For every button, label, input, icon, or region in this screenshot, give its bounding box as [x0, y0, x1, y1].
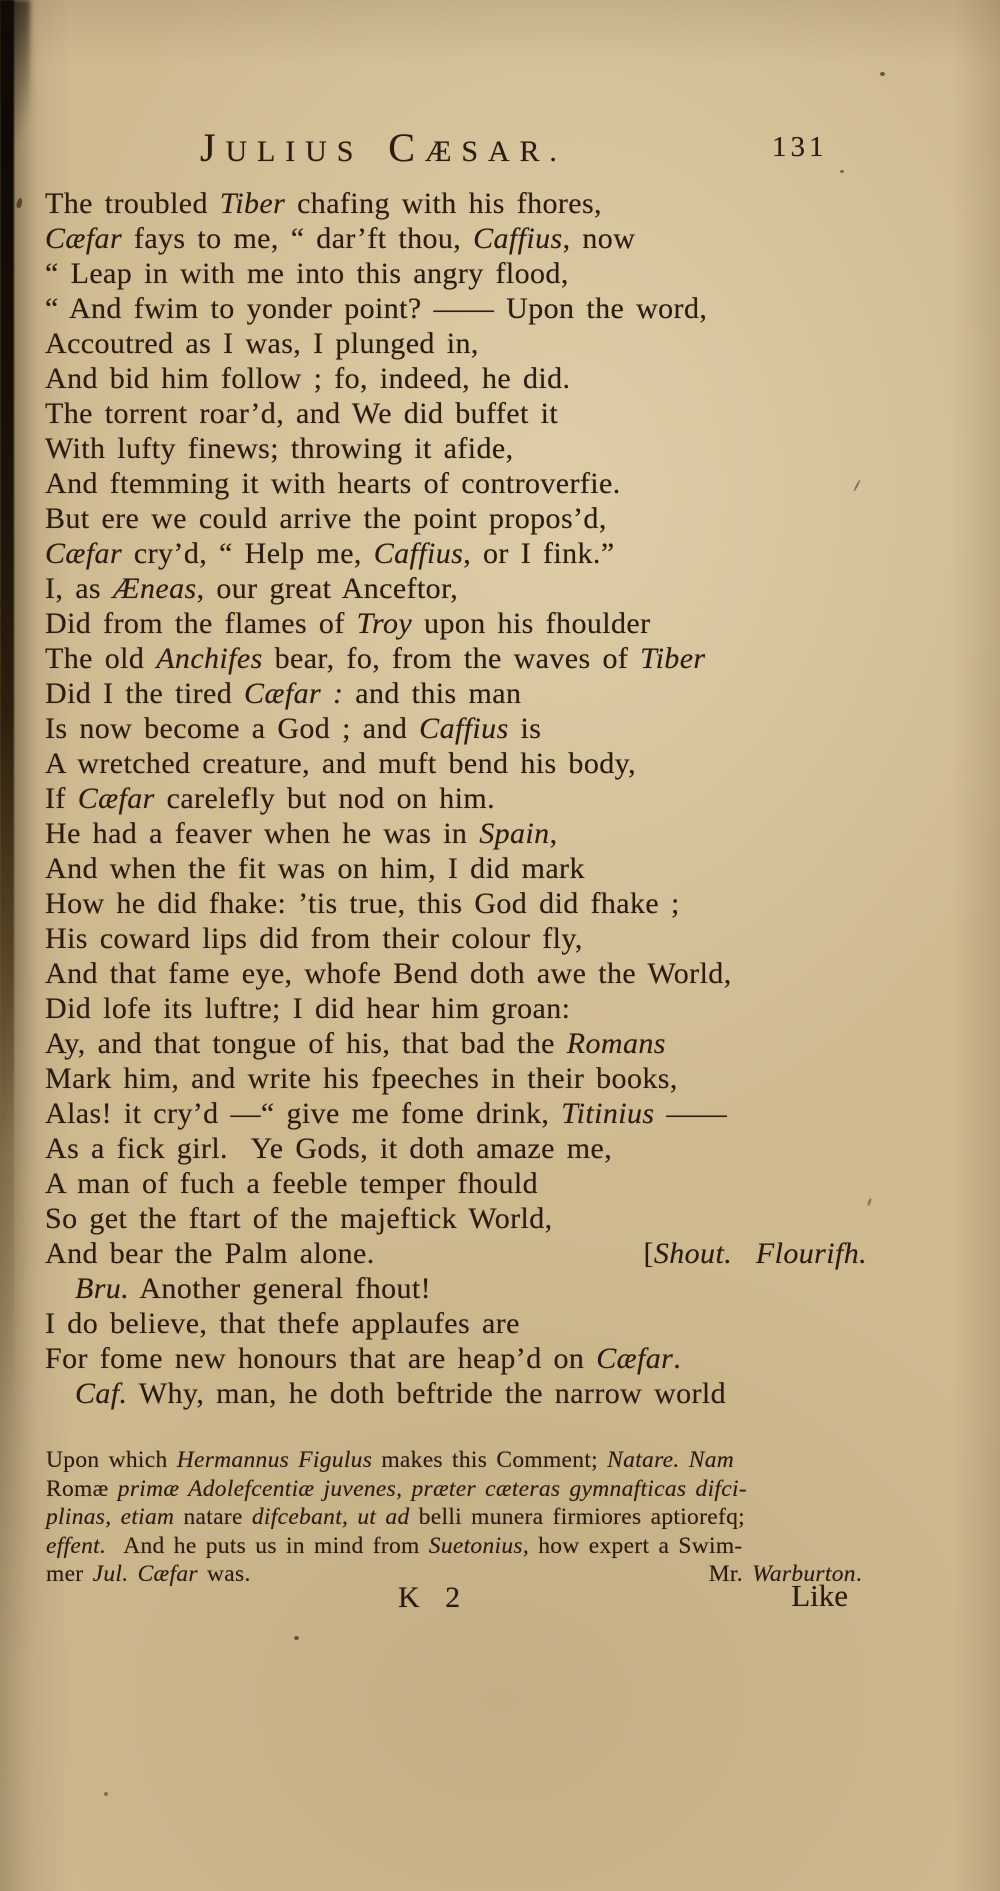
italic-text: plinas, etiam [46, 1504, 184, 1530]
italic-text: Romans [566, 1027, 666, 1060]
text-run: A man of fuch a feeble temper fhould [45, 1167, 539, 1200]
footnote [46, 1446, 862, 1589]
text-run: natare [183, 1504, 252, 1530]
text-run: , how expert a Swim- [522, 1532, 743, 1559]
italic-text: primæ Adolefcentiæ juvenes, præter cæteras gymnafticas difci- [117, 1475, 747, 1502]
text-run: I do believe, that thefe applaufes are [45, 1307, 520, 1340]
verse-line [45, 1166, 867, 1201]
text-run: Why, man, he doth beftride the narrow world [127, 1377, 727, 1410]
verse-line [45, 781, 867, 816]
verse-line [45, 1026, 867, 1061]
text-run: Another general fhout! [129, 1272, 432, 1305]
italic-text: Caffius [473, 222, 563, 255]
text-run: is [508, 712, 542, 745]
italic-text: Suetonius [428, 1532, 523, 1559]
italic-text: Caffius [373, 537, 464, 570]
italic-text: Hermannus Figulus [176, 1447, 373, 1473]
text-run: J [200, 125, 226, 170]
text-run: And ftemming it with hearts of controverfie. [45, 467, 621, 500]
text-run: —— [654, 1097, 728, 1130]
text-run: [ [643, 1237, 654, 1270]
italic-text: Troy [356, 607, 413, 640]
text-run: And bear the Palm alone. [45, 1237, 375, 1270]
verse-line [45, 431, 867, 466]
text-run: With lufty finews; throwing it afide, [45, 432, 514, 465]
text-run: If [45, 782, 78, 815]
text-run: “ And fwim to yonder point? —— Upon the word, [45, 292, 708, 325]
ink-speck [840, 170, 844, 173]
signature-mark: K 2 [398, 1581, 470, 1614]
verse-line [45, 186, 867, 221]
text-run: , or I fink.” [463, 537, 615, 570]
text-run: Did from the flames of [45, 607, 357, 640]
verse-line [45, 1061, 867, 1096]
text-run: ÆSAR. [424, 135, 567, 168]
text-run: chafing with his fhores, [285, 187, 602, 220]
text-run: Upon which [46, 1447, 177, 1473]
verse-line [45, 396, 867, 431]
text-run: Is now become a God ; and [45, 712, 420, 745]
text-run: and this man [343, 677, 522, 710]
text-run: I, as [45, 572, 113, 605]
text-run: “ Leap in with me into this angry flood, [45, 257, 569, 290]
verse-line [45, 676, 867, 711]
verse-line [45, 326, 867, 361]
italic-text: Tiber [640, 642, 706, 675]
italic-text: Jul. Cæfar [92, 1561, 198, 1587]
verse-line [45, 746, 867, 781]
text-run: Did I the tired [45, 677, 245, 710]
verse-line [45, 921, 867, 956]
verse-line [45, 1096, 867, 1131]
verse-line [45, 1341, 867, 1376]
verse-line [45, 1306, 867, 1341]
text-run: And bid him follow ; fo, indeed, he did. [45, 362, 571, 395]
verse-line [45, 221, 867, 256]
verse-line [45, 361, 867, 396]
verse-line [45, 571, 867, 606]
verse-line [45, 886, 867, 921]
italic-text: effent. [46, 1532, 107, 1559]
running-title [200, 124, 567, 171]
italic-text: Natare. Nam [607, 1447, 735, 1473]
text-run: . [855, 1561, 862, 1587]
verse-line [45, 606, 867, 641]
text-run: And he puts us in mind from [106, 1532, 429, 1559]
text-run: Romæ [46, 1475, 118, 1502]
italic-text: Cæfar : [244, 677, 344, 710]
page-number: 131 [772, 131, 828, 163]
verse-line [45, 956, 867, 991]
verse-line [45, 536, 867, 571]
italic-text: Caf. [75, 1377, 128, 1410]
book-binding-edge [0, 0, 14, 1470]
italic-text: Titinius [561, 1097, 655, 1130]
italic-text: Cæfar [77, 782, 155, 815]
verse-line [45, 851, 867, 886]
text-run: But ere we could arrive the point propos’d, [45, 502, 607, 535]
scan-corner-shadow [0, 0, 30, 170]
text-run: fays to me, “ dar’ft thou, [122, 222, 474, 255]
text-run: Accoutred as I was, I plunged in, [45, 327, 479, 360]
italic-text: Bru. [75, 1272, 130, 1305]
text-run: , now [562, 222, 636, 255]
text-run: makes this Comment; [372, 1447, 608, 1473]
text-run: Ay, and that tongue of his, that bad the [45, 1027, 567, 1060]
footnote-line [46, 1503, 862, 1532]
text-run: was. [197, 1561, 251, 1587]
italic-text: Spain [479, 817, 550, 850]
footnote-line [46, 1446, 862, 1475]
verse-line [45, 256, 867, 291]
text-run: Alas! it cry’d —“ give me fome drink, [45, 1097, 562, 1130]
stage-direction [643, 1236, 867, 1271]
text-run: And that fame eye, whofe Bend doth awe the World, [45, 957, 732, 990]
italic-text: Tiber [219, 187, 286, 220]
italic-text: Cæfar [45, 537, 123, 570]
text-run: As a fick girl. Ye Gods, it doth amaze me, [45, 1132, 613, 1165]
italic-text: Cæfar [596, 1342, 674, 1375]
text-run: Mr. [708, 1561, 753, 1587]
text-run: For fome new honours that are heap’d on [45, 1342, 597, 1375]
text-run: , our great Anceftor, [196, 572, 459, 605]
verse-line [45, 1271, 867, 1306]
text-run: A wretched creature, and muft bend his body, [45, 747, 636, 780]
ink-speck [867, 1198, 873, 1207]
footnote-line [46, 1475, 862, 1504]
catchword: Like [791, 1578, 848, 1613]
verse-line [45, 816, 867, 851]
text-run: The torrent roar’d, and We did buffet it [45, 397, 559, 430]
text-run: So get the ftart of the majeftick World, [45, 1202, 553, 1235]
italic-text: Anchifes [156, 642, 263, 675]
ink-speck [104, 1792, 108, 1796]
verse-line [45, 991, 867, 1026]
text-run: cry’d, “ Help me, [122, 537, 374, 570]
verse-line [45, 291, 867, 326]
italic-text: Shout. Flourifh. [653, 1237, 867, 1270]
text-run: Did lofe its luftre; I did hear him groan: [45, 992, 571, 1025]
italic-text: Warburton [752, 1561, 856, 1587]
verse-line [45, 501, 867, 536]
text-run: And when the fit was on him, I did mark [45, 852, 585, 885]
ink-speck [294, 1636, 299, 1640]
text-run: bear, fo, from the waves of [262, 642, 641, 675]
verse-line [45, 641, 867, 676]
italic-text: Caffius [419, 712, 509, 745]
text-run: mer [46, 1561, 93, 1587]
verse-line [45, 466, 867, 501]
italic-text: difcebant, ut ad [251, 1504, 419, 1530]
text-run: carelefly but nod on him. [154, 782, 496, 815]
footnote-line [46, 1532, 862, 1561]
text-run: How he did fhake: ’tis true, this God did fhake ; [45, 887, 680, 920]
text-run: ULIUS [225, 135, 389, 168]
text-run: The troubled [45, 187, 220, 220]
text-run: upon his fhoulder [412, 607, 651, 640]
text-run: C [388, 125, 425, 170]
text-run: . [673, 1342, 682, 1375]
text-run: belli munera firmiores aptiorefq; [418, 1504, 745, 1530]
ink-speck [880, 72, 885, 76]
verse-line [45, 711, 867, 746]
text-run: , [549, 817, 558, 850]
play-text [45, 186, 867, 1411]
italic-text: Cæfar [45, 222, 123, 255]
text-run: The old [45, 642, 157, 675]
verse-line [45, 1236, 867, 1271]
verse-line [45, 1376, 867, 1411]
text-run: Mark him, and write his fpeeches in their books, [45, 1062, 678, 1095]
italic-text: Æneas [112, 572, 197, 605]
verse-line [45, 1201, 867, 1236]
verse-line [45, 1131, 867, 1166]
text-run: He had a feaver when he was in [45, 817, 480, 850]
text-run: His coward lips did from their colour fly, [45, 922, 583, 955]
